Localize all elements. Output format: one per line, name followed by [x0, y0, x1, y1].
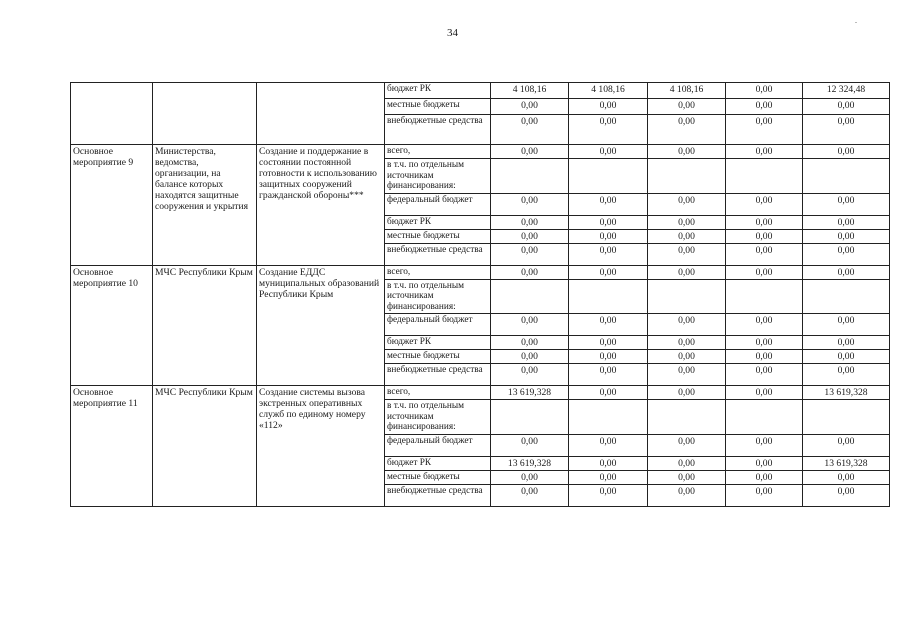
- amount-cell: 0,00: [803, 434, 890, 456]
- funding-source-cell: местные бюджеты: [385, 470, 491, 484]
- amount-cell: 4 108,16: [491, 83, 569, 99]
- amount-cell: 0,00: [803, 145, 890, 159]
- amount-cell: 0,00: [491, 484, 569, 506]
- amount-cell: 0,00: [569, 434, 648, 456]
- amount-cell: 0,00: [803, 336, 890, 350]
- funding-source-cell: федеральный бюджет: [385, 193, 491, 215]
- amount-cell: 0,00: [648, 364, 726, 386]
- amount-cell: 0,00: [726, 243, 803, 265]
- amount-cell: 0,00: [569, 265, 648, 279]
- amount-cell: 0,00: [648, 350, 726, 364]
- amount-cell: 0,00: [491, 229, 569, 243]
- amount-cell: [803, 400, 890, 435]
- funding-table: [70, 82, 890, 507]
- amount-cell: 4 108,16: [569, 83, 648, 99]
- amount-cell: 0,00: [648, 215, 726, 229]
- executor-cell: МЧС Республики Крым: [153, 386, 257, 507]
- amount-cell: 0,00: [803, 314, 890, 336]
- page-number: 34: [447, 27, 458, 39]
- amount-cell: 0,00: [491, 145, 569, 159]
- amount-cell: 0,00: [648, 229, 726, 243]
- description-cell: Создание и поддержание в состоянии постоянной готовности к использованию защитных сооружений гражданской обороны***: [257, 145, 385, 266]
- amount-cell: 0,00: [803, 364, 890, 386]
- amount-cell: 0,00: [648, 434, 726, 456]
- funding-source-cell: внебюджетные средства: [385, 243, 491, 265]
- amount-cell: 0,00: [491, 193, 569, 215]
- amount-cell: 0,00: [726, 215, 803, 229]
- amount-cell: 13 619,328: [491, 386, 569, 400]
- amount-cell: [569, 159, 648, 194]
- amount-cell: [803, 279, 890, 314]
- funding-source-cell: федеральный бюджет: [385, 314, 491, 336]
- amount-cell: [726, 159, 803, 194]
- amount-cell: 0,00: [726, 350, 803, 364]
- funding-source-cell: местные бюджеты: [385, 350, 491, 364]
- amount-cell: 0,00: [648, 243, 726, 265]
- amount-cell: 0,00: [803, 115, 890, 145]
- amount-cell: 0,00: [726, 314, 803, 336]
- amount-cell: 0,00: [726, 470, 803, 484]
- funding-source-cell: внебюджетные средства: [385, 364, 491, 386]
- amount-cell: 0,00: [726, 484, 803, 506]
- amount-cell: [491, 400, 569, 435]
- funding-source-cell: внебюджетные средства: [385, 484, 491, 506]
- table-row: [71, 386, 890, 400]
- amount-cell: 0,00: [491, 350, 569, 364]
- amount-cell: [569, 400, 648, 435]
- amount-cell: [569, 279, 648, 314]
- amount-cell: 12 324,48: [803, 83, 890, 99]
- amount-cell: 13 619,328: [803, 456, 890, 470]
- funding-source-cell: в т.ч. по отдельным источникам финансирования:: [385, 159, 491, 194]
- amount-cell: 0,00: [569, 484, 648, 506]
- table-row: [71, 83, 890, 99]
- description-cell: Создание системы вызова экстренных оперативных служб по единому номеру «112»: [257, 386, 385, 507]
- amount-cell: 0,00: [648, 386, 726, 400]
- funding-source-cell: всего,: [385, 265, 491, 279]
- amount-cell: 0,00: [491, 314, 569, 336]
- funding-table-body: [71, 83, 890, 507]
- amount-cell: 0,00: [726, 456, 803, 470]
- amount-cell: 0,00: [648, 99, 726, 115]
- amount-cell: 0,00: [491, 99, 569, 115]
- amount-cell: 0,00: [648, 470, 726, 484]
- amount-cell: 0,00: [726, 265, 803, 279]
- amount-cell: 0,00: [648, 115, 726, 145]
- funding-source-cell: бюджет РК: [385, 83, 491, 99]
- amount-cell: 4 108,16: [648, 83, 726, 99]
- amount-cell: 0,00: [726, 386, 803, 400]
- amount-cell: 0,00: [491, 215, 569, 229]
- funding-source-cell: внебюджетные средства: [385, 115, 491, 145]
- amount-cell: [726, 279, 803, 314]
- amount-cell: 0,00: [569, 456, 648, 470]
- funding-source-cell: в т.ч. по отдельным источникам финансирования:: [385, 279, 491, 314]
- amount-cell: 0,00: [726, 364, 803, 386]
- funding-source-cell: местные бюджеты: [385, 229, 491, 243]
- amount-cell: 0,00: [803, 470, 890, 484]
- executor-cell: Министерства, ведомства, организации, на балансе которых находятся защитные сооружения и укрытия: [153, 145, 257, 266]
- amount-cell: 0,00: [569, 215, 648, 229]
- amount-cell: [803, 159, 890, 194]
- table-row: [71, 145, 890, 159]
- amount-cell: 0,00: [648, 336, 726, 350]
- amount-cell: 0,00: [491, 364, 569, 386]
- amount-cell: 0,00: [648, 456, 726, 470]
- amount-cell: 0,00: [569, 470, 648, 484]
- amount-cell: 0,00: [726, 193, 803, 215]
- amount-cell: 0,00: [648, 484, 726, 506]
- funding-source-cell: федеральный бюджет: [385, 434, 491, 456]
- amount-cell: [648, 279, 726, 314]
- amount-cell: [491, 279, 569, 314]
- amount-cell: 13 619,328: [803, 386, 890, 400]
- amount-cell: 0,00: [726, 434, 803, 456]
- funding-source-cell: бюджет РК: [385, 336, 491, 350]
- amount-cell: 0,00: [569, 314, 648, 336]
- amount-cell: [491, 159, 569, 194]
- amount-cell: 0,00: [491, 115, 569, 145]
- amount-cell: 0,00: [726, 83, 803, 99]
- amount-cell: 0,00: [569, 229, 648, 243]
- amount-cell: 0,00: [803, 99, 890, 115]
- amount-cell: 0,00: [803, 193, 890, 215]
- executor-cell: [153, 83, 257, 145]
- event-cell: [71, 83, 153, 145]
- amount-cell: 0,00: [648, 265, 726, 279]
- table-row: [71, 265, 890, 279]
- event-name-cell: Основное мероприятие 11: [71, 386, 153, 507]
- amount-cell: 0,00: [803, 350, 890, 364]
- amount-cell: [648, 159, 726, 194]
- scan-speck: [855, 22, 857, 23]
- amount-cell: 0,00: [491, 470, 569, 484]
- amount-cell: 0,00: [726, 145, 803, 159]
- executor-cell: МЧС Республики Крым: [153, 265, 257, 386]
- amount-cell: 0,00: [569, 386, 648, 400]
- amount-cell: 0,00: [648, 314, 726, 336]
- amount-cell: 0,00: [569, 115, 648, 145]
- amount-cell: 0,00: [648, 193, 726, 215]
- amount-cell: 0,00: [491, 265, 569, 279]
- amount-cell: 0,00: [803, 484, 890, 506]
- amount-cell: 0,00: [803, 215, 890, 229]
- amount-cell: 0,00: [726, 336, 803, 350]
- amount-cell: 0,00: [726, 115, 803, 145]
- description-cell: [257, 83, 385, 145]
- amount-cell: 0,00: [569, 336, 648, 350]
- amount-cell: 0,00: [569, 350, 648, 364]
- funding-source-cell: бюджет РК: [385, 215, 491, 229]
- funding-source-cell: в т.ч. по отдельным источникам финансирования:: [385, 400, 491, 435]
- amount-cell: 0,00: [803, 243, 890, 265]
- amount-cell: 0,00: [491, 243, 569, 265]
- funding-source-cell: местные бюджеты: [385, 99, 491, 115]
- event-name-cell: Основное мероприятие 9: [71, 145, 153, 266]
- amount-cell: 0,00: [569, 243, 648, 265]
- amount-cell: [726, 400, 803, 435]
- event-name-cell: Основное мероприятие 10: [71, 265, 153, 386]
- amount-cell: 0,00: [569, 193, 648, 215]
- amount-cell: 0,00: [569, 99, 648, 115]
- amount-cell: 0,00: [491, 434, 569, 456]
- funding-source-cell: всего,: [385, 386, 491, 400]
- amount-cell: 0,00: [491, 336, 569, 350]
- funding-source-cell: всего,: [385, 145, 491, 159]
- amount-cell: [648, 400, 726, 435]
- amount-cell: 0,00: [803, 229, 890, 243]
- funding-source-cell: бюджет РК: [385, 456, 491, 470]
- amount-cell: 0,00: [569, 145, 648, 159]
- amount-cell: 0,00: [569, 364, 648, 386]
- amount-cell: 0,00: [726, 99, 803, 115]
- amount-cell: 0,00: [726, 229, 803, 243]
- description-cell: Создание ЕДДС муниципальных образований Республики Крым: [257, 265, 385, 386]
- amount-cell: 0,00: [803, 265, 890, 279]
- amount-cell: 0,00: [648, 145, 726, 159]
- amount-cell: 13 619,328: [491, 456, 569, 470]
